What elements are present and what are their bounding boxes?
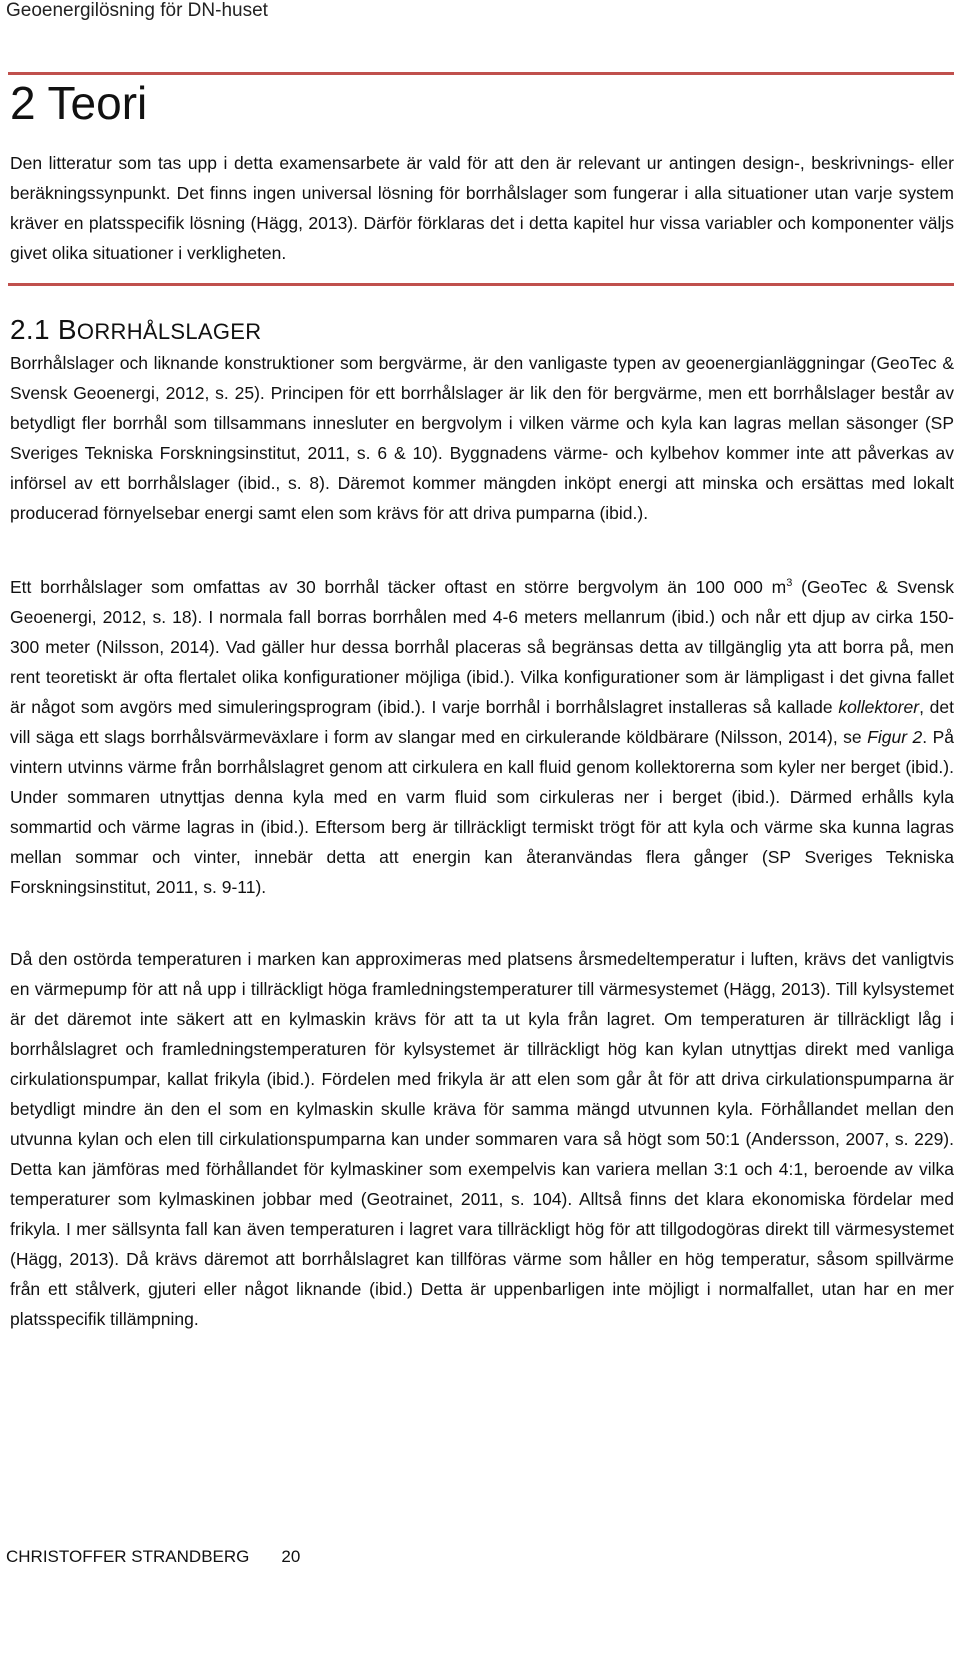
section-title-initial: B [57, 314, 77, 345]
chapter-number: 2 [10, 77, 36, 129]
chapter-rule [8, 72, 954, 75]
body-paragraph-2 [10, 572, 954, 902]
page-number: 20 [281, 1547, 301, 1566]
p2-text-d: . På vintern utvinns värme från borrhålslagret genom att cirkulera en kall fluid genom kollektorerna som kyler ner berget (ibid.). Under sommaren utnyttjas denna kyla med en varm fluid som cirkuleras ner i berget (ibid.). Därmed erhålls kyla sommartid och värme lagras in (ibid.). Eftersom berg är tillräckligt termiskt trögt för att kyla och värme ska kunna lagras mellan sommar och vinter, innebär detta att energin kan återanvändas flera gånger (SP Sveriges Tekniska Forskningsinstitut, 2011, s. 9-11). [10, 727, 955, 897]
p2-text-a: Ett borrhålslager som omfattas av 30 borrhål täcker oftast en större bergvolym än 100 000 m [10, 577, 787, 597]
section-rule [8, 283, 954, 286]
section-title-rest: ORRHÅLSLAGER [76, 319, 262, 344]
page-footer [6, 1547, 300, 1567]
chapter-title [10, 76, 147, 130]
body-paragraph-1: Borrhålslager och liknande konstruktioner som bergvärme, är den vanligaste typen av geoenergianläggningar (GeoTec & Svensk Geoenergi, 2012, s. 25). Principen för ett borrhålslager är lik den för bergvärme, men ett borrhålslager består av betydligt fler borrhål som tillsammans innesluter en bergvolym i vilken värme och kyla kan lagras mellan säsonger (SP Sveriges Tekniska Forskningsinstitut, 2011, s. 6 & 10). Byggnadens värme- och kylbehov kommer inte att påverkas av införsel av ett borrhålslager (ibid., s. 8). Däremot kommer mängden inköpt energi att minska och ersättas med lokalt producerad förnyelsebar energi samt elen som krävs för att driva pumparna (ibid.). [10, 353, 954, 523]
p2-text-c: , det vill säga ett slags borrhålsvärmeväxlare i form av slangar med en cirkulerande köldbärare (Nilsson, 2014), se [10, 697, 954, 747]
chapter-name: Teori [47, 77, 148, 129]
intro-paragraph: Den litteratur som tas upp i detta examensarbete är vald för att den är relevant ur antingen design-, beskrivnings- eller beräkningssynpunkt. Det finns ingen universal lösning för borrhålslager som fungerar i alla situationer utan varje system kräver en platsspecifik lösning (Hägg, 2013). Därför förklaras det i detta kapitel hur vissa variabler och komponenter väljs givet olika situationer i verkligheten. [10, 153, 954, 263]
figure-reference: Figur 2 [867, 727, 923, 747]
footer-author: CHRISTOFFER STRANDBERG [6, 1547, 250, 1566]
cubic-superscript: 3 [786, 577, 793, 590]
section-title [10, 314, 261, 346]
section-number: 2.1 [10, 314, 50, 345]
term-kollektorer: kollektorer [838, 697, 920, 717]
running-header: Geoenergilösning för DN-huset [6, 0, 268, 21]
p2-text-b: (GeoTec & Svensk Geoenergi, 2012, s. 18). I normala fall borras borrhålen med 4-6 meters mellanrum (ibid.) och når ett djup av cirka 150-300 meter (Nilsson, 2014). Vad gäller hur dessa borrhål placeras så begränsas detta av tillgänglig yta att borra på, men rent teoretiskt är ofta flertalet olika konfigurationer möjliga (ibid.). Vilka konfigurationer som är lämpligast i det givna fallet är något som avgörs med simuleringsprogram (ibid.). I varje borrhål i borrhålslagret installeras så kallade [10, 577, 954, 717]
body-paragraph-3: Då den ostörda temperaturen i marken kan approximeras med platsens årsmedeltemperatur i luften, krävs det vanligtvis en värmepump för att nå upp i tillräckligt höga framledningstemperaturer till värmesystemet (Hägg, 2013). Till kylsystemet är det däremot inte säkert att en kylmaskin krävs för att ta ut kyla från lagret. Om temperaturen är tillräckligt låg i borrhålslagret och framledningstemperaturen för kylsystemet är tillräckligt hög kan kylan utnyttjas direkt med vanliga cirkulationspumpar, kallat frikyla (ibid.). Fördelen med frikyla är att elen som går åt för att driva cirkulationspumparna är betydligt mindre än den el som en kylmaskin skulle kräva för samma mängd utvunnen kyla. Förhållandet mellan den utvunna kylan och elen till cirkulationspumparna kan under sommaren vara så högt som 50:1 (Andersson, 2007, s. 229). Detta kan jämföras med förhållandet för kylmaskiner som exempelvis kan variera mellan 3:1 och 4:1, beroende av vilka temperaturer som kylmaskinen jobbar med (Geotrainet, 2011, s. 104). Alltså finns det klara ekonomiska fördelar med frikyla. I mer sällsynta fall kan även temperaturen i lagret vara tillräckligt hög för att tillgodogöras direkt till värmesystemet (Hägg, 2013). Då krävs däremot att borrhålslagret kan tillföras värme som håller en hög temperatur, såsom spillvärme från ett stålverk, gjuteri eller något liknande (ibid.) Detta är uppenbarligen inte möjligt i normalfallet, utan har en mer platsspecifik tillämpning. [10, 949, 954, 1329]
